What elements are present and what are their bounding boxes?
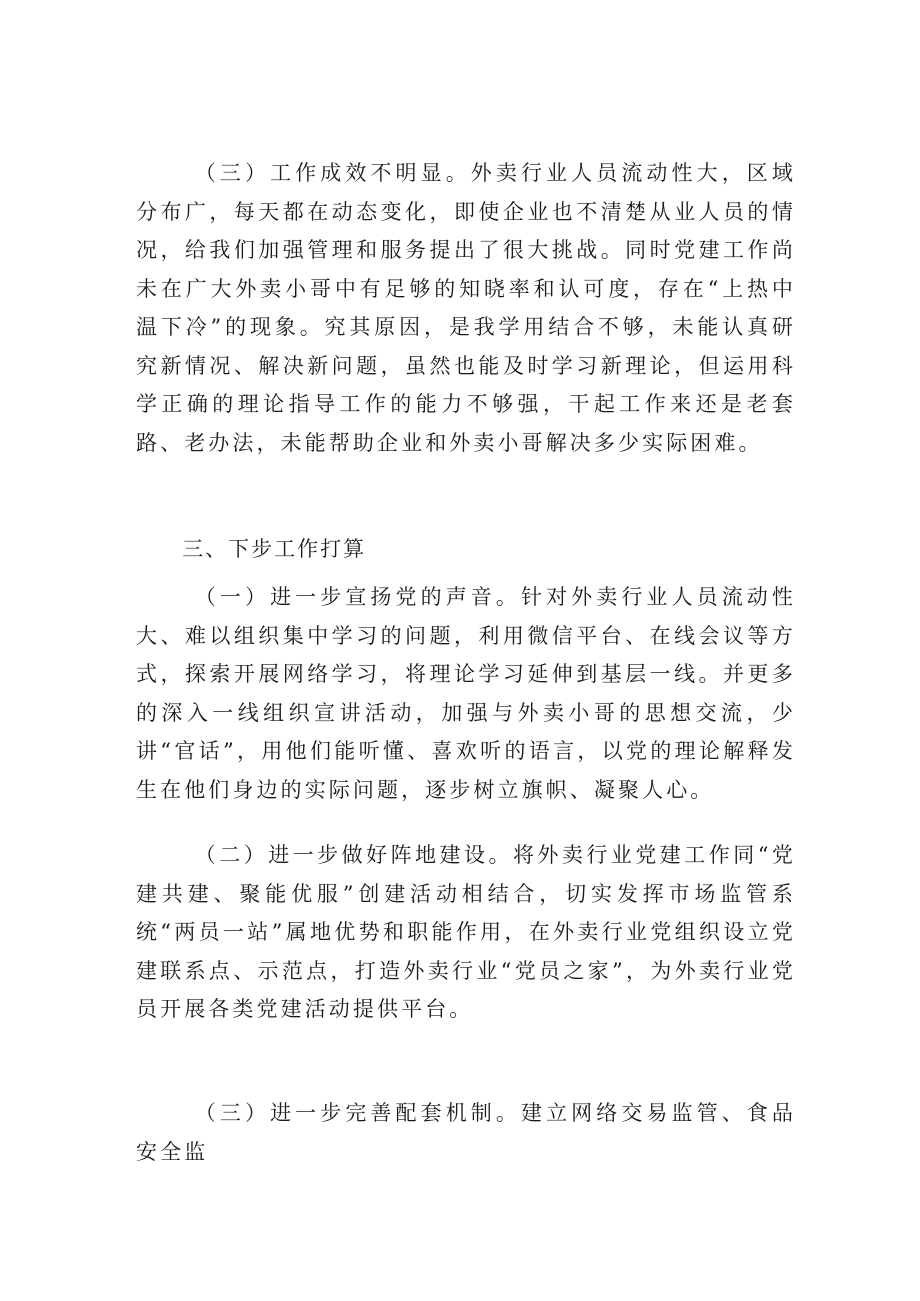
section-heading-next-plan	[136, 530, 796, 569]
paragraph-work-effect	[136, 154, 796, 462]
section-heading-text: 三、下步工作打算	[182, 537, 367, 561]
paragraph-position-building	[136, 836, 796, 1029]
paragraph-promote-voice	[136, 578, 796, 809]
paragraph-supporting-mechanism	[136, 1094, 796, 1171]
paragraph-text: （二）进一步做好阵地建设。将外卖行业党建工作同“党建共建、聚能优服”创建活动相结合，切实发挥市场监管系统“两员一站”属地优势和职能作用，在外卖行业党组织设立党建联系点、示范点，打造外卖行业“党员之家”，为外卖行业党员开展各类党建活动提供平台。	[136, 843, 796, 1021]
paragraph-text: （一）进一步宣扬党的声音。针对外卖行业人员流动性大、难以组织集中学习的问题，利用微信平台、在线会议等方式，探索开展网络学习，将理论学习延伸到基层一线。并更多的深入一线组织宣讲活动，加强与外卖小哥的思想交流，少讲“官话”，用他们能听懂、喜欢听的语言，以党的理论解释发生在他们身边的实际问题，逐步树立旗帜、凝聚人心。	[136, 585, 796, 802]
paragraph-text: （三）进一步完善配套机制。建立网络交易监管、食品安全监	[136, 1101, 796, 1164]
paragraph-text: （三）工作成效不明显。外卖行业人员流动性大，区域分布广，每天都在动态变化，即使企业也不清楚从业人员的情况，给我们加强管理和服务提出了很大挑战。同时党建工作尚未在广大外卖小哥中有足够的知晓率和认可度，存在“上热中温下冷”的现象。究其原因，是我学用结合不够，未能认真研究新情况、解决新问题，虽然也能及时学习新理论，但运用科学正确的理论指导工作的能力不够强，干起工作来还是老套路、老办法，未能帮助企业和外卖小哥解决多少实际困难。	[136, 161, 796, 455]
